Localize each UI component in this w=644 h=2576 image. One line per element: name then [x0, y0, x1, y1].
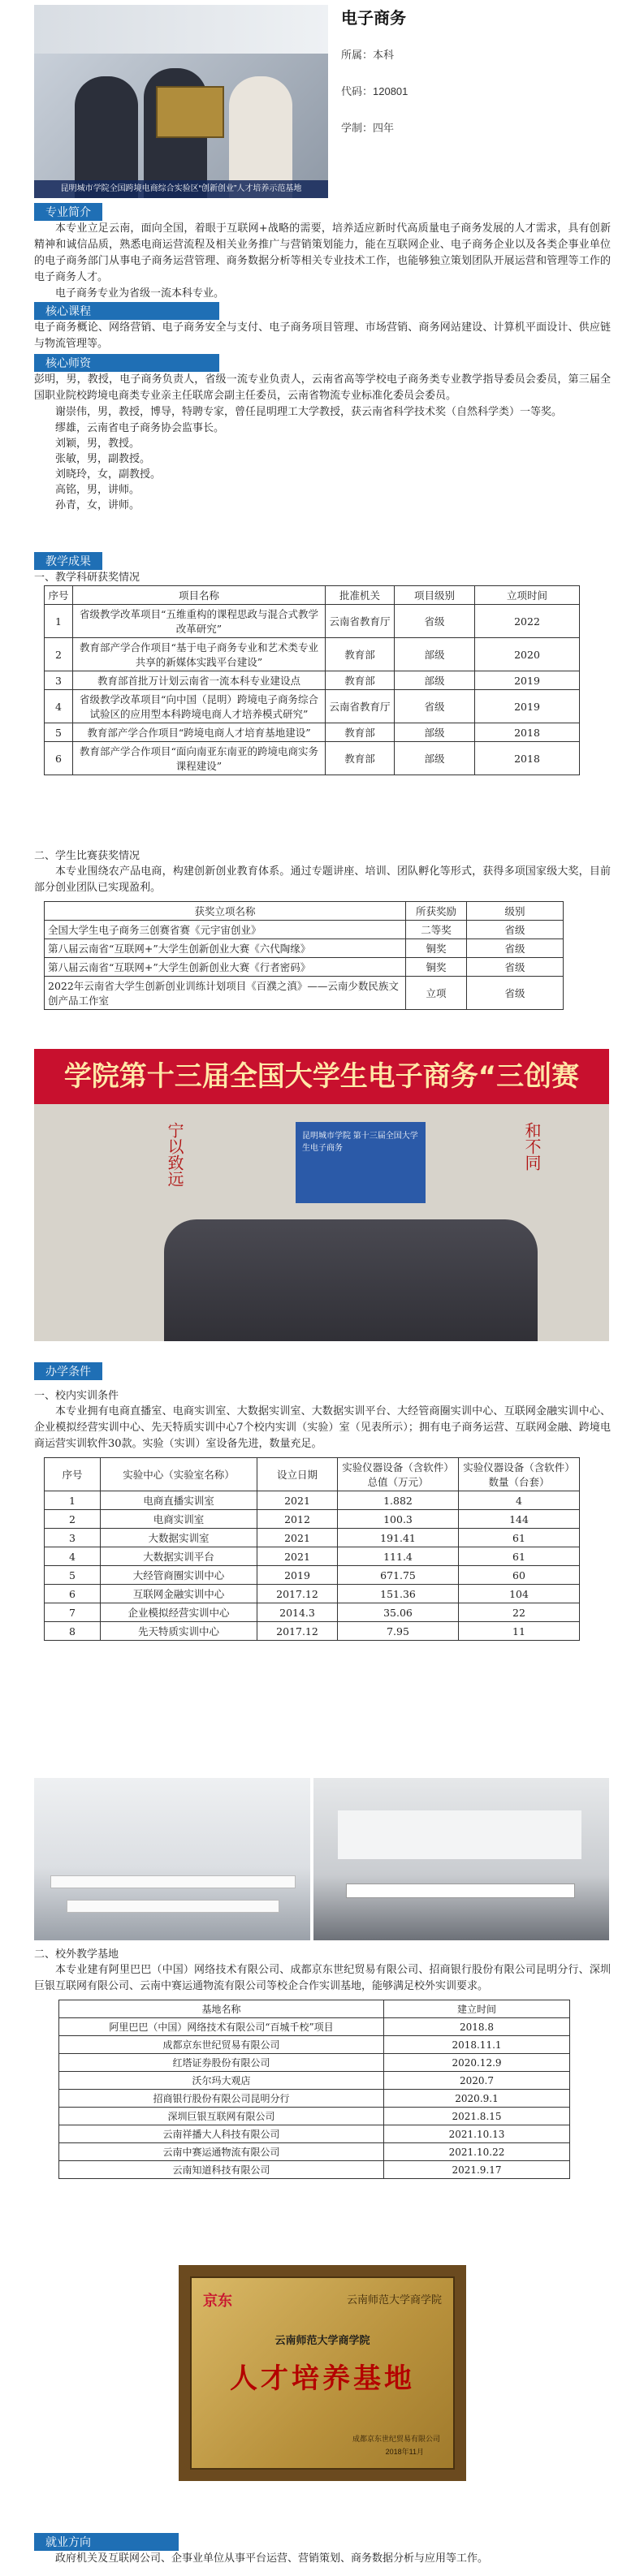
teachers-section — [34, 354, 611, 513]
table-cell: 省级 — [395, 690, 475, 723]
table-cell: 2021.9.17 — [384, 2161, 570, 2179]
lab-window — [338, 1810, 581, 1859]
section-tag: 办学条件 — [34, 1362, 102, 1380]
table-row — [45, 977, 564, 1010]
table-row — [59, 2125, 570, 2143]
table-cell: 3 — [45, 671, 73, 690]
jd-logo: 京东 — [203, 2293, 232, 2309]
table-row — [59, 2161, 570, 2179]
table-header-row — [45, 902, 564, 921]
table-cell: 铜奖 — [406, 939, 467, 958]
competition-section — [34, 848, 611, 1010]
lab-desk — [50, 1875, 296, 1888]
projection-screen: 昆明城市学院 第十三届全国大学生电子商务 — [296, 1122, 426, 1203]
table-row — [45, 638, 580, 671]
award-plaque — [156, 86, 224, 138]
table-cell: 教育部产学合作项目“面向南亚东南亚的跨境电商实务课程建设” — [73, 742, 326, 775]
table-cell: 红塔证券股份有限公司 — [59, 2054, 384, 2072]
plaque-company: 成都京东世纪贸易有限公司 — [352, 2435, 440, 2443]
table-cell: 省级 — [467, 977, 564, 1010]
table-cell: 61 — [459, 1547, 580, 1566]
table-cell: 第八届云南省“互联网+”大学生创新创业大赛《六代陶缘》 — [45, 939, 406, 958]
table-cell: 2020.12.9 — [384, 2054, 570, 2072]
table-cell: 深圳巨银互联网有限公司 — [59, 2108, 384, 2125]
table-row — [45, 723, 580, 742]
teacher-paragraph: 彭明，男，教授，电子商务负责人，省级一流专业负责人，云南省高等学校电子商务类专业教学指导委员会委员，第三届全国职业院校跨境电商类专业亲主任联席会副主任委员，云南省物流专业标准化委员会委员。 — [34, 373, 611, 402]
table-cell: 3 — [45, 1529, 101, 1547]
table-cell: 2022年云南省大学生创新创业训练计划项目《百濮之滇》——云南少数民族文创产品工作室 — [45, 977, 406, 1010]
table-cell: 部级 — [395, 742, 475, 775]
table-cell: 大数据实训室 — [101, 1529, 257, 1547]
offcampus-section — [34, 1947, 611, 2179]
table-cell: 5 — [45, 1566, 101, 1585]
major-info — [341, 5, 609, 156]
table-cell: 5 — [45, 723, 73, 742]
teacher-paragraph: 谢崇伟，男，教授，博导，特聘专家，曾任昆明理工大学教授，获云南省科学技术奖（自然科学类）一等奖。 — [55, 406, 563, 418]
table-cell: 6 — [45, 1585, 101, 1603]
table-row — [59, 2054, 570, 2072]
photo-caption: 昆明城市学院全国跨境电商综合实验区“创新创业”人才培养示范基地 — [34, 180, 328, 198]
table-cell: 企业模拟经营实训中心 — [101, 1603, 257, 1622]
table-cell: 7 — [45, 1603, 101, 1622]
info-row-duration: 学制：四年 — [341, 122, 395, 134]
lab-desk — [346, 1883, 575, 1898]
table-cell: 7.95 — [338, 1622, 459, 1641]
table-header-cell: 项目级别 — [395, 586, 475, 605]
teacher-item: 刘颖，男，教授。 — [55, 438, 140, 450]
table-header-cell: 建立时间 — [384, 2000, 570, 2018]
table-row — [45, 605, 580, 638]
table-header-cell: 级别 — [467, 902, 564, 921]
table-row — [59, 2108, 570, 2125]
table-cell: 1 — [45, 605, 73, 638]
table-cell: 2021.8.15 — [384, 2108, 570, 2125]
conditions-section — [34, 1362, 611, 1641]
subheading: 二、校外教学基地 — [34, 1948, 119, 1961]
table-header-cell: 所获奖励 — [406, 902, 467, 921]
table-cell: 阿里巴巴（中国）网络技术有限公司“百城千校”项目 — [59, 2018, 384, 2036]
competition-table — [44, 901, 564, 1010]
table-cell: 先天特质实训中心 — [101, 1622, 257, 1641]
table-cell: 2018 — [475, 742, 580, 775]
table-header-row — [59, 2000, 570, 2018]
table-cell: 6 — [45, 742, 73, 775]
courses-text: 电子商务概论、网络营销、电子商务安全与支付、电子商务项目管理、市场营销、商务网站建设、计算机平面设计、供应链与物流管理等。 — [34, 321, 611, 350]
table-cell: 2012 — [257, 1510, 338, 1529]
table-cell: 104 — [459, 1585, 580, 1603]
table-header-cell: 立项时间 — [475, 586, 580, 605]
table-cell: 2018.11.1 — [384, 2036, 570, 2054]
table-cell: 8 — [45, 1622, 101, 1641]
info-row-belong: 所属：本科 — [341, 49, 395, 61]
table-cell: 云南省教育厅 — [326, 605, 395, 638]
table-row — [59, 2143, 570, 2161]
table-cell: 2017.12 — [257, 1585, 338, 1603]
table-cell: 4 — [459, 1491, 580, 1510]
teacher-item: 缪雄，云南省电子商务协会监事长。 — [55, 422, 225, 434]
conditions-paragraph: 本专业拥有电商直播室、电商实训室、大数据实训室、大数据实训平台、大经管商圈实训中心、互联网金融实训中心、企业模拟经营实训中心、先天特质实训中心7个校内实训（实验）室（见表所示）；拥有电子商务运营、互联网金融、跨境电商运营实训软件30款。实验（实训）室设备先进，数量充足。 — [34, 1405, 611, 1450]
table-cell: 144 — [459, 1510, 580, 1529]
plaque-title: 人才培养基地 — [230, 2362, 415, 2395]
table-row — [59, 2036, 570, 2054]
table-cell: 2022 — [475, 605, 580, 638]
table-row — [45, 671, 580, 690]
lab-photo-right — [313, 1778, 609, 1940]
table-header-cell: 基地名称 — [59, 2000, 384, 2018]
table-cell: 云南中赛运通物流有限公司 — [59, 2143, 384, 2161]
intro-paragraph: 本专业立足云南，面向全国，着眼于互联网+战略的需要，培养适应新时代高质量电子商务发展的人才需求，具有创新精神和诚信品质，熟悉电商运营流程及相关业务推广与营销策划能力，能在互联网企业、电子商务企业以及各类企事业单位的电子商务部门从事电子商务运营管理、商务数据分析等相关专业技术工作，也能够独立策划团队开展运营和管理等工作的电子商务人才。 — [34, 222, 611, 283]
subheading: 一、校内实训条件 — [34, 1390, 119, 1402]
table-row — [45, 1547, 580, 1566]
table-cell: 2020.7 — [384, 2072, 570, 2090]
table-cell: 100.3 — [338, 1510, 459, 1529]
table-header-cell: 批准机关 — [326, 586, 395, 605]
teacher-item: 孙青，女，讲师。 — [55, 499, 140, 511]
table-cell: 教育部 — [326, 671, 395, 690]
table-cell: 省级教学改革项目“五维重构的课程思政与混合式教学改革研究” — [73, 605, 326, 638]
teacher-item: 刘晓玲，女，副教授。 — [55, 468, 162, 481]
table-cell: 2 — [45, 1510, 101, 1529]
table-cell: 省级 — [467, 958, 564, 977]
table-cell: 省级 — [467, 921, 564, 939]
table-cell: 大数据实训平台 — [101, 1547, 257, 1566]
table-cell: 云南祥播大人科技有限公司 — [59, 2125, 384, 2143]
table-cell: 二等奖 — [406, 921, 467, 939]
table-row — [59, 2090, 570, 2108]
table-header-row — [45, 1458, 580, 1491]
table-cell: 第八届云南省“互联网+”大学生创新创业大赛《行者密码》 — [45, 958, 406, 977]
table-row — [45, 690, 580, 723]
table-cell: 2018.8 — [384, 2018, 570, 2036]
table-cell: 2021 — [257, 1547, 338, 1566]
table-header-row — [45, 586, 580, 605]
table-row — [45, 742, 580, 775]
table-cell: 2020.9.1 — [384, 2090, 570, 2108]
table-row — [45, 1510, 580, 1529]
subheading: 一、教学科研获奖情况 — [34, 572, 140, 584]
table-row — [45, 921, 564, 939]
table-cell: 电商实训室 — [101, 1510, 257, 1529]
lab-photo-left — [34, 1778, 310, 1940]
table-cell: 191.41 — [338, 1529, 459, 1547]
competition-paragraph: 本专业围绕农产品电商，构建创新创业教育体系。通过专题讲座、培训、团队孵化等形式，获得多项国家级大奖，目前部分创业团队已实现盈利。 — [34, 865, 611, 894]
table-row — [45, 939, 564, 958]
table-cell: 教育部产学合作项目“跨境电商人才培育基地建设” — [73, 723, 326, 742]
table-row — [45, 958, 564, 977]
table-header-cell: 设立日期 — [257, 1458, 338, 1491]
section-tag: 教学成果 — [34, 552, 102, 570]
table-cell: 2018 — [475, 723, 580, 742]
subheading: 二、学生比赛获奖情况 — [34, 850, 140, 862]
table-row — [59, 2072, 570, 2090]
table-cell: 电商直播实训室 — [101, 1491, 257, 1510]
table-cell: 671.75 — [338, 1566, 459, 1585]
table-row — [45, 1566, 580, 1585]
school-logo: 云南师范大学商学院 — [346, 2294, 442, 2306]
wall-calligraphy-right: 和不同 — [522, 1122, 542, 1171]
table-header-cell: 实验仪器设备（含软件）数量（台套） — [459, 1458, 580, 1491]
table-cell: 教育部 — [326, 742, 395, 775]
table-cell: 2019 — [475, 690, 580, 723]
table-cell: 成都京东世纪贸易有限公司 — [59, 2036, 384, 2054]
table-cell: 111.4 — [338, 1547, 459, 1566]
offcampus-paragraph: 本专业建有阿里巴巴（中国）网络技术有限公司、成都京东世纪贸易有限公司、招商银行股份有限公司昆明分行、深圳巨银互联网有限公司、云南中赛运通物流有限公司等校企合作实训基地，能够满足校外实训要求。 — [34, 1964, 611, 1992]
table-cell: 2019 — [475, 671, 580, 690]
table-header-cell: 序号 — [45, 1458, 101, 1491]
table-header-cell: 实验仪器设备（含软件）总值（万元） — [338, 1458, 459, 1491]
intro-paragraph: 电子商务专业为省级一流本科专业。 — [55, 287, 225, 300]
table-cell: 35.06 — [338, 1603, 459, 1622]
table-cell: 61 — [459, 1529, 580, 1547]
table-header-cell: 获奖立项名称 — [45, 902, 406, 921]
table-cell: 2019 — [257, 1566, 338, 1585]
info-row-code: 代码：120801 — [341, 85, 408, 97]
intro-section — [34, 203, 611, 302]
table-cell: 4 — [45, 1547, 101, 1566]
table-cell: 铜奖 — [406, 958, 467, 977]
table-header-cell: 项目名称 — [73, 586, 326, 605]
table-cell: 部级 — [395, 671, 475, 690]
event-banner: 学院第十三届全国大学生电子商务“三创赛 — [34, 1049, 609, 1104]
table-row — [59, 2018, 570, 2036]
table-cell: 2 — [45, 638, 73, 671]
base-plaque-photo — [179, 2265, 466, 2481]
table-cell: 立项 — [406, 977, 467, 1010]
table-cell: 2020 — [475, 638, 580, 671]
courses-section — [34, 302, 611, 352]
table-cell: 11 — [459, 1622, 580, 1641]
table-cell: 教育部 — [326, 723, 395, 742]
table-cell: 2014.3 — [257, 1603, 338, 1622]
table-cell: 互联网金融实训中心 — [101, 1585, 257, 1603]
table-cell: 沃尔玛大观店 — [59, 2072, 384, 2090]
table-cell: 部级 — [395, 723, 475, 742]
table-row — [45, 1622, 580, 1641]
table-cell: 云南省教育厅 — [326, 690, 395, 723]
photo-backdrop — [34, 5, 328, 54]
table-cell: 2021.10.22 — [384, 2143, 570, 2161]
table-row — [45, 1491, 580, 1510]
table-cell: 省级教学改革项目“向中国（昆明）跨境电子商务综合试验区的应用型本科跨境电商人才培养模式研究” — [73, 690, 326, 723]
table-header-cell: 实验中心（实验室名称） — [101, 1458, 257, 1491]
research-awards-table — [44, 585, 580, 775]
section-tag: 专业简介 — [34, 203, 102, 221]
table-cell: 60 — [459, 1566, 580, 1585]
table-cell: 部级 — [395, 638, 475, 671]
wall-calligraphy-left: 宁以致远 — [165, 1122, 184, 1187]
table-header-cell: 序号 — [45, 586, 73, 605]
table-cell: 2021 — [257, 1491, 338, 1510]
teacher-item: 张敏，男，副教授。 — [55, 453, 151, 465]
table-cell: 省级 — [467, 939, 564, 958]
competition-photo — [34, 1049, 609, 1341]
table-cell: 全国大学生电子商务三创赛省赛《元宇宙创业》 — [45, 921, 406, 939]
table-cell: 教育部首批万计划云南省一流本科专业建设点 — [73, 671, 326, 690]
labs-table — [44, 1457, 580, 1641]
plaque-date: 2018年11月 — [385, 2448, 424, 2456]
section-tag: 核心课程 — [34, 302, 219, 320]
table-cell: 1 — [45, 1491, 101, 1510]
table-row — [45, 1603, 580, 1622]
table-cell: 省级 — [395, 605, 475, 638]
table-cell: 2017.12 — [257, 1622, 338, 1641]
lab-desk — [67, 1900, 279, 1913]
table-cell: 大经管商圈实训中心 — [101, 1566, 257, 1585]
page-title: 电子商务 — [341, 10, 406, 28]
table-cell: 1.882 — [338, 1491, 459, 1510]
section-tag: 核心师资 — [34, 354, 219, 372]
table-cell: 招商银行股份有限公司昆明分行 — [59, 2090, 384, 2108]
employment-text: 政府机关及互联网公司、企事业单位从事平台运营、营销策划、商务数据分析与应用等工作。 — [55, 2552, 489, 2565]
table-cell: 2021.10.13 — [384, 2125, 570, 2143]
employment-section — [34, 2533, 611, 2567]
group-of-students — [164, 1219, 538, 1341]
table-cell: 22 — [459, 1603, 580, 1622]
header-photo — [34, 5, 328, 198]
table-row — [45, 1585, 580, 1603]
table-cell: 云南知道科技有限公司 — [59, 2161, 384, 2179]
table-row — [45, 1529, 580, 1547]
table-cell: 4 — [45, 690, 73, 723]
table-cell: 151.36 — [338, 1585, 459, 1603]
table-cell: 教育部产学合作项目“基于电子商务专业和艺术类专业共享的新媒体实践平台建设” — [73, 638, 326, 671]
bases-table — [58, 2000, 570, 2179]
teacher-item: 高铭，男，讲师。 — [55, 484, 140, 496]
table-cell: 2021 — [257, 1529, 338, 1547]
section-tag: 就业方向 — [34, 2533, 179, 2551]
results-section — [34, 552, 611, 775]
plaque-org: 云南师范大学商学院 — [274, 2334, 370, 2346]
table-cell: 教育部 — [326, 638, 395, 671]
gold-plaque — [190, 2276, 455, 2470]
